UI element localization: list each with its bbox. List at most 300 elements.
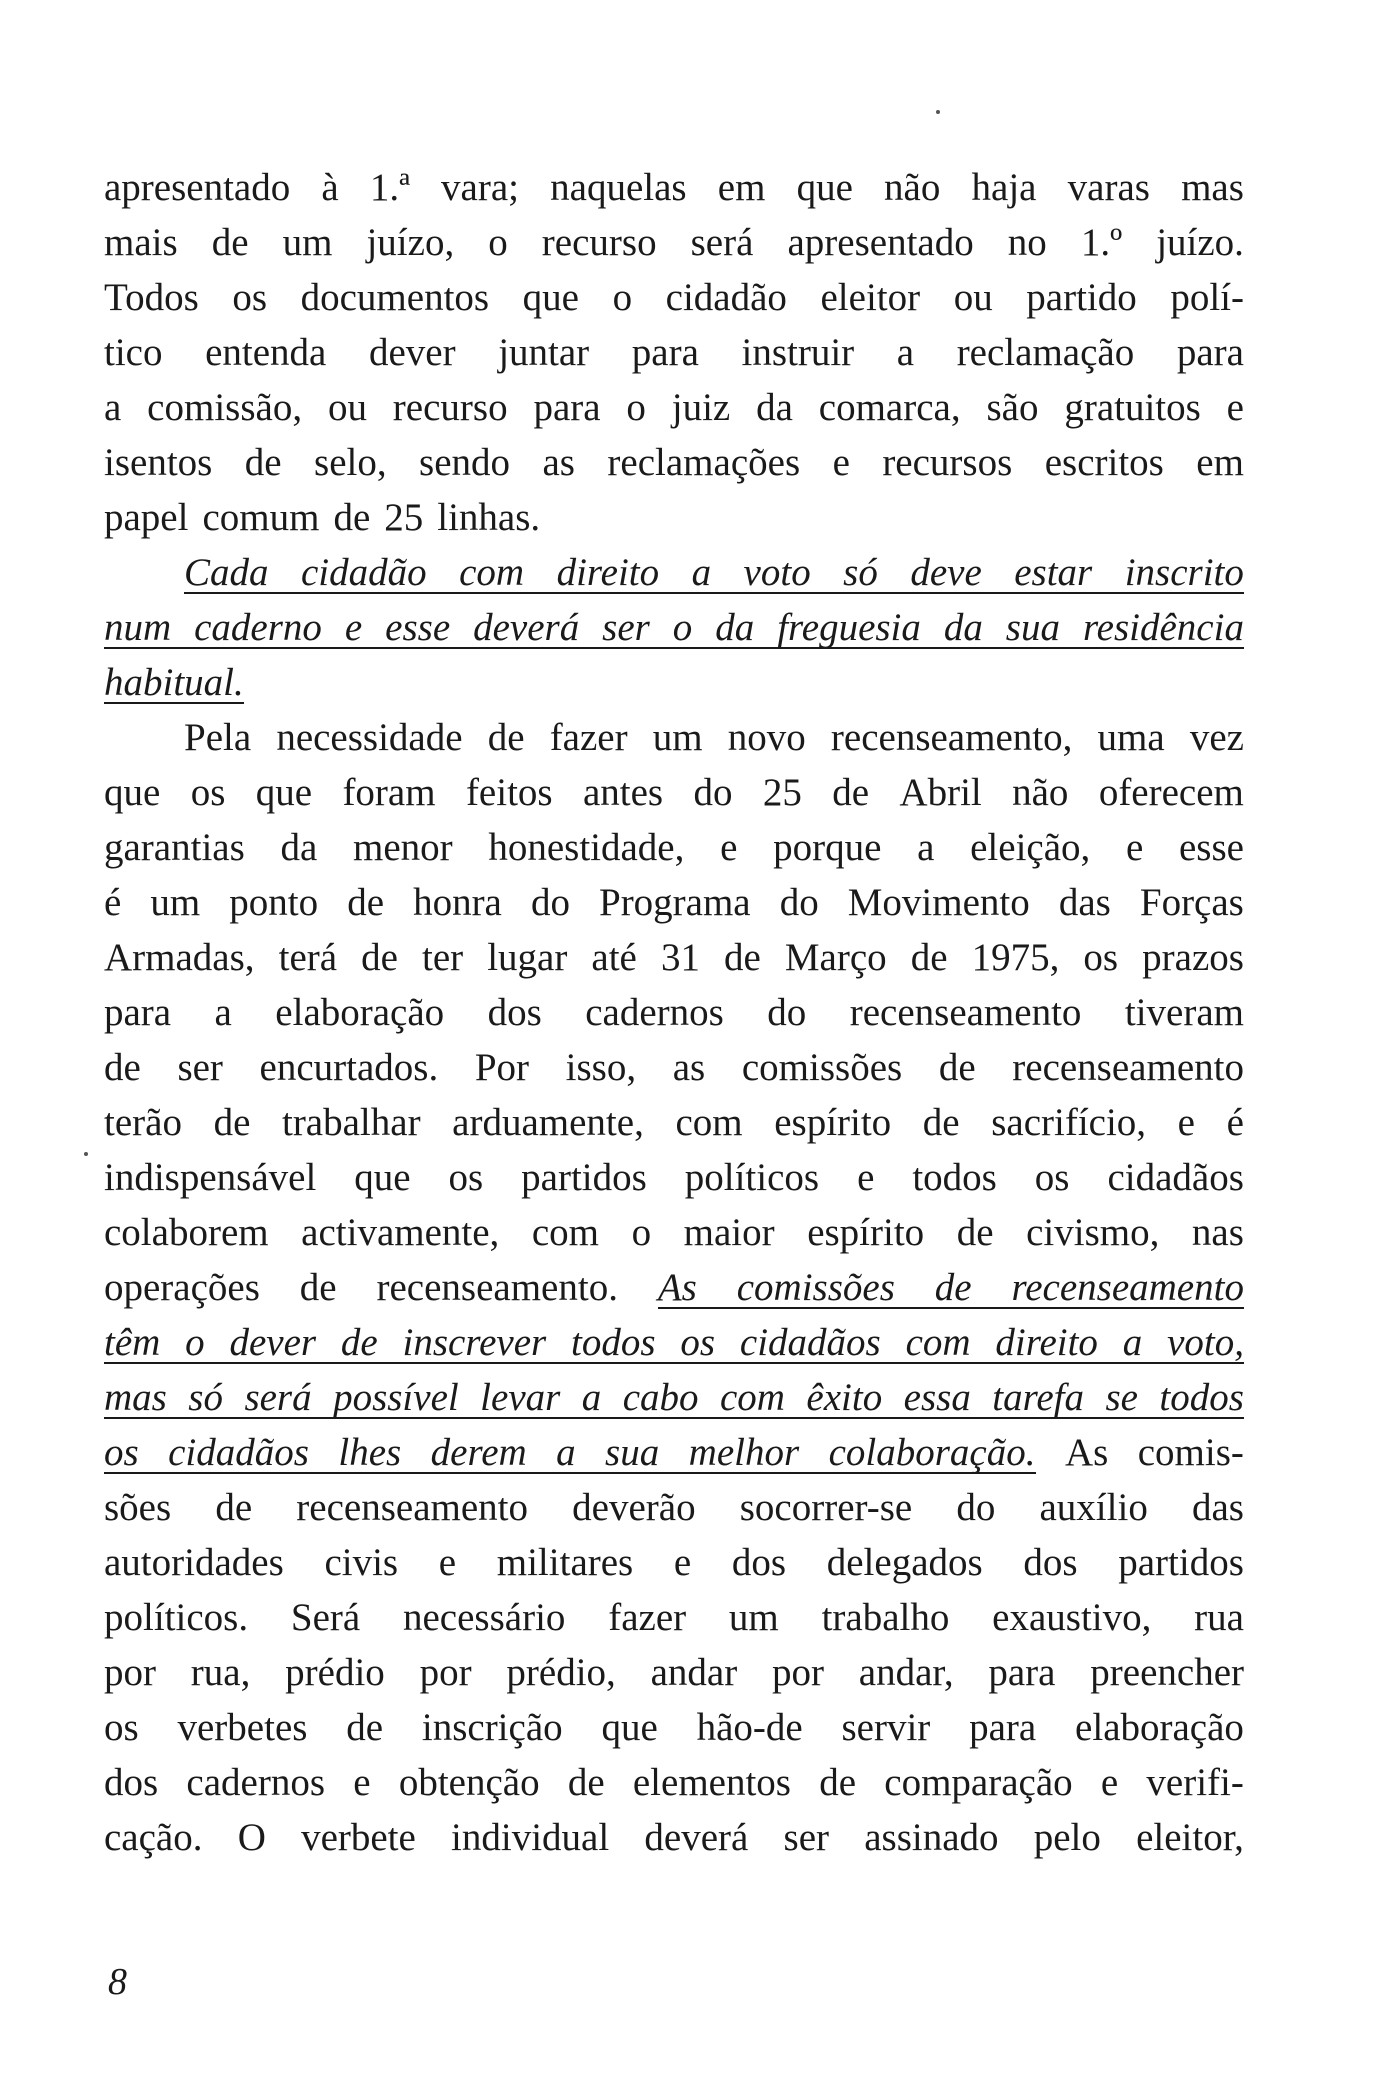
text-line	[104, 1480, 1244, 1535]
word: a	[1122, 1321, 1143, 1364]
word: derem	[430, 1431, 527, 1474]
word: comum	[202, 496, 320, 539]
word: elaboração	[1075, 1706, 1244, 1749]
word: voto	[743, 551, 811, 594]
word: sua	[605, 1431, 660, 1474]
word: que	[522, 276, 579, 319]
word: direito	[995, 1321, 1098, 1364]
word: cidadãos	[1107, 1156, 1244, 1199]
word: naquelas	[550, 166, 687, 209]
word: os	[232, 276, 268, 319]
word: Pela	[184, 716, 252, 759]
word: apresentado	[787, 221, 974, 264]
word: um	[728, 1596, 779, 1639]
word: gratuitos	[1064, 386, 1201, 429]
word: auxílio	[1039, 1486, 1148, 1529]
word: os	[1034, 1156, 1070, 1199]
word: elaboração	[275, 991, 445, 1034]
text-line	[104, 875, 1244, 930]
word: Cada	[184, 551, 269, 594]
text-line	[104, 1645, 1244, 1700]
word: por	[104, 1651, 156, 1694]
word: esse	[385, 606, 451, 649]
word: Março	[784, 936, 887, 979]
word: cação.	[104, 1816, 203, 1859]
word: e	[1177, 1101, 1195, 1144]
word: de	[910, 936, 948, 979]
word: será	[690, 221, 754, 264]
word: com	[459, 551, 525, 594]
word: que	[354, 1156, 411, 1199]
word: mas	[1181, 166, 1244, 209]
word: de	[104, 1046, 141, 1089]
word: é	[1226, 1101, 1244, 1144]
word: com	[905, 1321, 971, 1364]
word: políticos.	[104, 1596, 249, 1639]
text-line	[104, 270, 1244, 325]
word: cabo	[622, 1376, 699, 1419]
word: que	[796, 166, 853, 209]
text-line	[104, 820, 1244, 875]
text-line	[104, 1590, 1244, 1645]
word: em	[717, 166, 766, 209]
word: antes	[582, 771, 664, 814]
word: honestidade,	[488, 826, 685, 869]
word: As	[657, 1266, 697, 1309]
word: indispensável	[104, 1156, 317, 1199]
word: para	[104, 991, 172, 1034]
word: com	[531, 1211, 600, 1254]
word: sendo	[419, 441, 511, 484]
text-line	[104, 490, 1244, 545]
word: com	[675, 1101, 743, 1144]
word: partidos	[521, 1156, 647, 1199]
word: vez	[1189, 716, 1244, 759]
text-line	[104, 1315, 1244, 1370]
word: operações	[104, 1266, 260, 1309]
word: verifi-	[1146, 1761, 1244, 1804]
text-line	[104, 985, 1244, 1040]
text-line	[104, 1535, 1244, 1590]
word: um	[150, 881, 201, 924]
print-speck	[936, 110, 940, 114]
word: se	[1105, 1376, 1138, 1419]
word: levar	[480, 1376, 561, 1419]
word: ser	[177, 1046, 223, 1089]
word: deverá	[473, 606, 580, 649]
word: cadernos	[186, 1761, 326, 1804]
word: prédio,	[506, 1651, 616, 1694]
word: garantias	[104, 826, 245, 869]
word: a	[896, 331, 915, 374]
word: um	[652, 716, 703, 759]
word: ou	[953, 276, 993, 319]
text-line	[104, 545, 1244, 600]
word: as	[672, 1046, 706, 1089]
word: residência	[1082, 606, 1244, 649]
word: e	[353, 1761, 371, 1804]
word: documentos	[300, 276, 490, 319]
word: a	[104, 386, 122, 429]
word: o	[185, 1321, 205, 1364]
word: Movimento	[847, 881, 1030, 924]
text-line	[104, 655, 1244, 710]
word: apresentado	[104, 166, 291, 209]
word: oferecem	[1098, 771, 1244, 814]
text-line	[104, 1040, 1244, 1095]
word: de	[361, 936, 398, 979]
word: rua	[1194, 1596, 1244, 1639]
word: e	[344, 606, 363, 649]
body-text	[104, 160, 1244, 1865]
word: varas	[1067, 166, 1150, 209]
word: cidadãos	[168, 1431, 309, 1474]
word: de	[956, 1211, 994, 1254]
word: fazer	[608, 1596, 687, 1639]
word: melhor	[688, 1431, 800, 1474]
text-line	[104, 1755, 1244, 1810]
word: o	[626, 386, 646, 429]
word: eleitor	[820, 276, 921, 319]
word: comparação	[884, 1761, 1073, 1804]
word: recenseamento	[849, 991, 1082, 1034]
word: civis	[324, 1541, 399, 1584]
word: esse	[1179, 826, 1244, 869]
word: preencher	[1090, 1651, 1244, 1694]
word: delegados	[826, 1541, 983, 1584]
word: recurso	[541, 221, 657, 264]
word: da	[280, 826, 318, 869]
word: papel	[104, 496, 189, 539]
word: prazos	[1142, 936, 1244, 979]
text-line	[104, 765, 1244, 820]
word: de	[922, 1101, 960, 1144]
word: dos	[104, 1761, 159, 1804]
word: comissões	[741, 1046, 903, 1089]
underline	[104, 647, 1244, 649]
word: a	[691, 551, 712, 594]
word: possível	[333, 1376, 459, 1419]
word: de	[333, 496, 371, 539]
word: trabalho	[821, 1596, 950, 1639]
word: elementos	[632, 1761, 791, 1804]
word: que	[255, 771, 313, 814]
word: de	[346, 1706, 384, 1749]
word: cadernos	[585, 991, 724, 1034]
word: não	[1012, 771, 1069, 814]
word: todos	[1159, 1376, 1244, 1419]
print-speck	[84, 1152, 88, 1156]
word: os	[190, 771, 226, 814]
word: só	[843, 551, 878, 594]
word: de	[211, 221, 249, 264]
word: da	[715, 606, 755, 649]
word: verbetes	[177, 1706, 308, 1749]
text-line	[104, 1700, 1244, 1755]
word: sões	[104, 1486, 172, 1529]
word: de	[299, 1266, 337, 1309]
word: a	[214, 991, 232, 1034]
word: dever	[368, 331, 456, 374]
word: num	[104, 606, 172, 649]
word: linhas.	[437, 496, 541, 539]
text-line	[104, 1370, 1244, 1425]
underline	[104, 702, 244, 704]
word: da	[943, 606, 983, 649]
text-line	[104, 600, 1244, 655]
word: Todos	[104, 276, 199, 319]
word: porque	[773, 826, 882, 869]
word: necessário	[403, 1596, 566, 1639]
word: andar,	[858, 1651, 954, 1694]
word: todos	[571, 1321, 656, 1364]
word: do	[693, 771, 733, 814]
word: socorrer-se	[739, 1486, 913, 1529]
word: não	[884, 166, 941, 209]
word: fazer	[549, 716, 628, 759]
word: civismo,	[1026, 1211, 1160, 1254]
word: 1.º	[1080, 221, 1123, 264]
word: que	[601, 1706, 658, 1749]
word: sacrifício,	[991, 1101, 1147, 1144]
word: juízo.	[1156, 221, 1244, 264]
word: recenseamento	[296, 1486, 528, 1529]
word: estar	[1014, 551, 1093, 594]
word: isentos	[104, 441, 213, 484]
word: eleição,	[970, 826, 1091, 869]
word: instruir	[741, 331, 855, 374]
word: deverá	[644, 1816, 749, 1859]
word: da	[756, 386, 793, 429]
word: 25	[762, 771, 802, 814]
word: servir	[841, 1706, 931, 1749]
word: O	[237, 1816, 266, 1859]
word: e	[857, 1156, 875, 1199]
word: tico	[104, 331, 163, 374]
word: para	[631, 331, 699, 374]
word: só	[188, 1376, 223, 1419]
word: inscrever	[402, 1321, 547, 1364]
word: e	[1125, 826, 1144, 869]
word: e	[438, 1541, 457, 1584]
word: o	[488, 221, 508, 264]
word: espírito	[774, 1101, 892, 1144]
word: de	[934, 1266, 972, 1309]
word: habitual.	[104, 661, 244, 704]
word: As	[1064, 1431, 1109, 1474]
word: rua,	[190, 1651, 251, 1694]
word: pelo	[1033, 1816, 1101, 1859]
word: colaborem	[104, 1211, 269, 1254]
word: que	[104, 771, 161, 814]
word: os	[104, 1706, 139, 1749]
word: a	[581, 1376, 602, 1419]
word: andar	[650, 1651, 738, 1694]
word: caderno	[194, 606, 322, 649]
word: prédio	[285, 1651, 385, 1694]
word: foram	[342, 771, 436, 814]
word: 31	[660, 936, 700, 979]
word: recenseamento	[1012, 1046, 1244, 1089]
word: Forças	[1139, 881, 1244, 924]
word: os	[680, 1321, 716, 1364]
text-line	[104, 930, 1244, 985]
text-line	[104, 1150, 1244, 1205]
word: cidadãos	[739, 1321, 881, 1364]
word: das	[1058, 881, 1111, 924]
word: políticos	[684, 1156, 820, 1199]
word: recenseamento,	[830, 716, 1073, 759]
word: recenseamento.	[376, 1266, 618, 1309]
word: nas	[1191, 1211, 1244, 1254]
word: dever	[229, 1321, 317, 1364]
word: essa	[903, 1376, 971, 1419]
word: militares	[496, 1541, 634, 1584]
word: para	[1176, 331, 1244, 374]
word: terão	[104, 1101, 182, 1144]
word: são	[986, 386, 1039, 429]
word: sua	[1005, 606, 1060, 649]
word: e	[720, 826, 738, 869]
word: e	[1226, 386, 1244, 429]
word: cidadão	[665, 276, 787, 319]
underline	[104, 1362, 1244, 1364]
word: hão-de	[696, 1706, 803, 1749]
word: individual	[451, 1816, 610, 1859]
word: partidos	[1118, 1541, 1244, 1584]
text-line	[104, 435, 1244, 490]
word: do	[779, 881, 819, 924]
word: 25	[384, 496, 424, 539]
word: menor	[352, 826, 453, 869]
text-line	[104, 1810, 1244, 1865]
word: novo	[727, 716, 806, 759]
word: para	[988, 1651, 1056, 1694]
word: eleitor,	[1136, 1816, 1244, 1859]
word: reclamação	[956, 331, 1135, 374]
word: comis-	[1137, 1431, 1244, 1474]
word: as	[542, 441, 575, 484]
word: vara;	[441, 166, 519, 209]
word: os	[104, 1431, 139, 1474]
word: de	[347, 881, 384, 924]
word: juiz	[671, 386, 731, 429]
word: de	[215, 1486, 253, 1529]
word: partido	[1026, 276, 1137, 319]
word: a	[917, 826, 935, 869]
word: das	[1191, 1486, 1244, 1529]
word: activamente,	[301, 1211, 500, 1254]
word: feitos	[465, 771, 553, 814]
text-line	[104, 325, 1244, 380]
word: ser	[602, 606, 650, 649]
word: até	[591, 936, 637, 979]
word: comissão,	[147, 386, 303, 429]
word: deve	[910, 551, 982, 594]
word: selo,	[314, 441, 387, 484]
word: Programa	[599, 881, 751, 924]
word: tarefa	[992, 1376, 1085, 1419]
word: mas	[104, 1376, 167, 1419]
word: no	[1007, 221, 1047, 264]
word: por	[771, 1651, 824, 1694]
word: de	[340, 1321, 378, 1364]
word: para	[533, 386, 601, 429]
word: colaboração.	[828, 1431, 1036, 1474]
word: têm	[104, 1321, 161, 1364]
word: a	[556, 1431, 576, 1474]
word: recenseamento	[1011, 1266, 1244, 1309]
word: dos	[1023, 1541, 1078, 1584]
word: Armadas,	[104, 936, 255, 979]
word: o	[631, 1211, 652, 1254]
word: trabalhar	[281, 1101, 421, 1144]
word: é	[104, 881, 122, 924]
text-line	[104, 380, 1244, 435]
word: uma	[1097, 716, 1165, 759]
word: mais	[104, 221, 178, 264]
word: voto,	[1167, 1321, 1244, 1364]
word: tiveram	[1124, 991, 1244, 1034]
word: Abril	[899, 771, 982, 814]
word: dos	[487, 991, 542, 1034]
word: ter	[422, 936, 464, 979]
underline	[184, 592, 1244, 594]
text-line	[104, 215, 1244, 270]
word: e	[673, 1541, 692, 1584]
word: escritos	[1044, 441, 1164, 484]
word: honra	[413, 881, 502, 924]
word: todos	[912, 1156, 997, 1199]
word: assinado	[864, 1816, 999, 1859]
word: autoridades	[104, 1541, 284, 1584]
word: 1.ª	[369, 166, 410, 209]
word: de	[244, 441, 282, 484]
word: ponto	[229, 881, 319, 924]
word: em	[1196, 441, 1244, 484]
underline	[658, 1307, 1244, 1309]
word: isso,	[565, 1046, 637, 1089]
word: e	[832, 441, 850, 484]
word: comarca,	[818, 386, 961, 429]
word: será	[244, 1376, 312, 1419]
underline	[104, 1472, 1036, 1474]
word: terá	[278, 936, 338, 979]
word: encurtados.	[259, 1046, 439, 1089]
word: lhes	[338, 1431, 402, 1474]
word: inscrição	[421, 1706, 563, 1749]
text-line	[104, 1205, 1244, 1260]
text-line	[104, 1425, 1244, 1480]
word: direito	[556, 551, 660, 594]
word: o	[612, 276, 633, 319]
word: os	[448, 1156, 484, 1199]
page-number: 8	[108, 1961, 127, 2003]
word: com	[719, 1376, 785, 1419]
word: espírito	[807, 1211, 925, 1254]
word: verbete	[301, 1816, 416, 1859]
word: à	[321, 166, 339, 209]
word: deverão	[572, 1486, 696, 1529]
text-line	[104, 160, 1244, 215]
word: dos	[731, 1541, 787, 1584]
word: de	[938, 1046, 976, 1089]
word: obtenção	[398, 1761, 540, 1804]
word: polí-	[1170, 276, 1244, 319]
word: juízo,	[366, 221, 455, 264]
word: haja	[971, 166, 1037, 209]
word: 1975,	[971, 936, 1060, 979]
